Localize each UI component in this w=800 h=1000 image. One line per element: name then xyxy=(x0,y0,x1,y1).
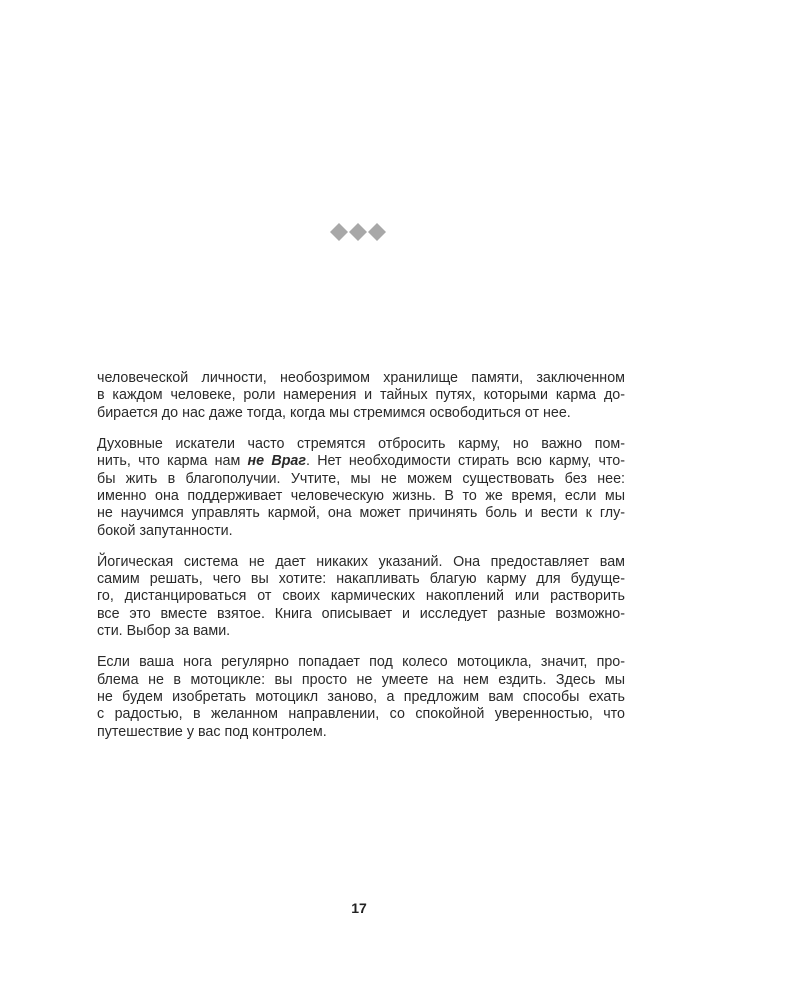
text-line: Йогическая система не дает никаких указаний. Она предоставляет вам xyxy=(97,553,625,570)
text-line: не научимся управлять кармой, она может причинять боль и вести к глу- xyxy=(97,505,625,522)
text-segment: нить, что карма нам xyxy=(97,453,248,470)
text-line: го, дистанцироваться от своих кармических накоплений или растворить xyxy=(97,588,625,605)
body-text xyxy=(97,370,625,755)
diamond-2 xyxy=(349,223,367,241)
text-line: сти. Выбор за вами. xyxy=(97,623,231,640)
text-line: бирается до нас даже тогда, когда мы стремимся освободиться от нее. xyxy=(97,404,571,421)
text-line: в каждом человеке, роли намерения и тайных путях, которыми карма до- xyxy=(97,387,625,404)
text-line: Если ваша нога регулярно попадает под колесо мотоцикла, значит, про- xyxy=(97,654,625,671)
text-line: бы жить в благополучии. Учтите, мы не можем существовать без нее: xyxy=(97,470,625,487)
text-line: бокой запутанности. xyxy=(97,522,233,539)
text-line: с радостью, в желанном направлении, со спокойной уверенностью, что xyxy=(97,706,625,723)
paragraph-1 xyxy=(97,370,625,422)
paragraph-4 xyxy=(97,654,625,741)
text-line: Духовные искатели часто стремятся отбросить карму, но важно пом- xyxy=(97,435,625,452)
three-diamonds-ornament-icon xyxy=(329,222,389,242)
text-line: самим решать, чего вы хотите: накапливать благую карму для будуще- xyxy=(97,571,625,588)
page-number: 17 xyxy=(351,900,367,916)
text-line: все это вместе взятое. Книга описывает и исследует разные возможно- xyxy=(97,605,625,622)
paragraph-3 xyxy=(97,554,625,641)
text-line: путешествие у вас под контролем. xyxy=(97,723,327,740)
paragraph-2 xyxy=(97,436,625,540)
diamond-1 xyxy=(330,223,348,241)
text-segment: . Нет необходимости стирать всю карму, что- xyxy=(306,453,625,470)
text-line: человеческой личности, необозримом хранилище памяти, заключенном xyxy=(97,370,625,386)
text-line xyxy=(97,453,625,470)
text-line: блема не в мотоцикле: вы просто не умеете на нем ездить. Здесь мы xyxy=(97,671,625,688)
text-line: именно она поддерживает человеческую жизнь. В то же время, если мы xyxy=(97,487,625,504)
text-line: не будем изобретать мотоцикл заново, а предложим вам способы ехать xyxy=(97,689,625,705)
emphasized-text: не Враг xyxy=(247,453,307,470)
diamond-3 xyxy=(368,223,386,241)
